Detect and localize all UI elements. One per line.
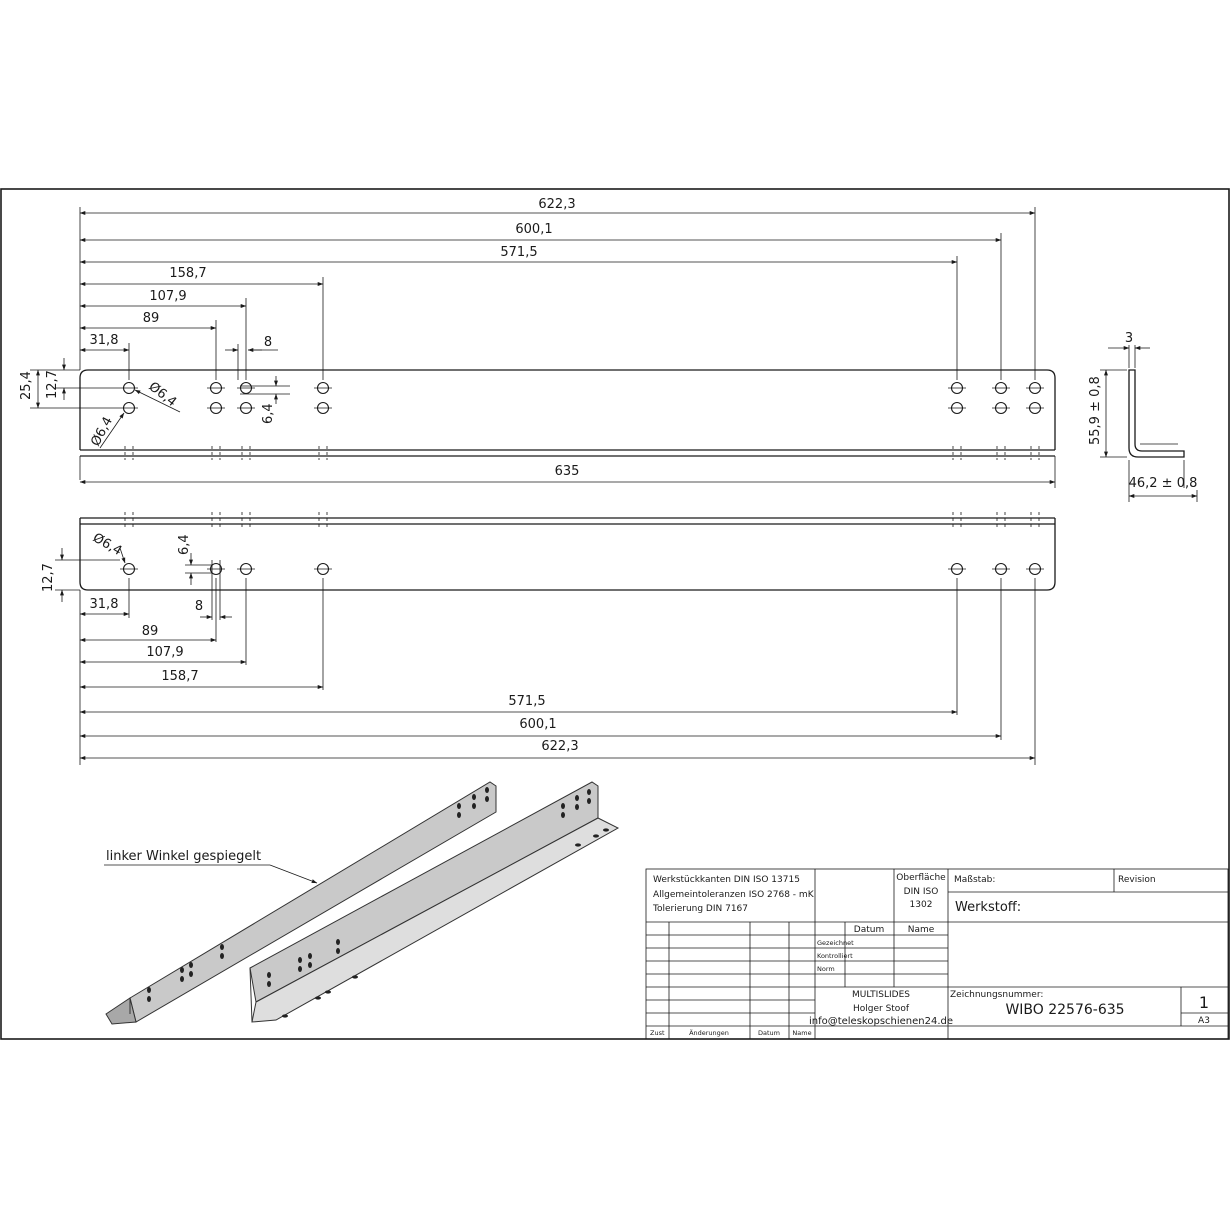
dim-571-5-top: 571,5 bbox=[500, 245, 538, 260]
dim-25-4: 25,4 bbox=[19, 371, 34, 400]
dim-diameter-a-top: Ø6,4 bbox=[145, 379, 180, 411]
surface-code: 1302 bbox=[909, 900, 933, 910]
dim-diameter-bottom: Ø6,4 bbox=[90, 530, 125, 559]
isometric-view bbox=[104, 782, 618, 1024]
drawing-no: WIBO 22576-635 bbox=[1005, 1002, 1125, 1018]
drawing-frame bbox=[1, 189, 1229, 1039]
dim-89-top: 89 bbox=[142, 311, 160, 326]
dim-600-1-bottom: 600,1 bbox=[519, 717, 557, 732]
dim-107-9-bottom: 107,9 bbox=[146, 645, 184, 660]
iso-note: linker Winkel gespiegelt bbox=[106, 849, 262, 864]
dim-622-3-top: 622,3 bbox=[538, 197, 576, 212]
dim-158-7-top: 158,7 bbox=[169, 266, 207, 281]
dim-12-7-top: 12,7 bbox=[45, 370, 60, 399]
dim-31-8-top: 31,8 bbox=[89, 333, 119, 348]
bottom-holes bbox=[124, 564, 1041, 575]
dim-height-55-9: 55,9 ± 0,8 bbox=[1088, 376, 1103, 445]
row-checked: Kontrolliert bbox=[817, 952, 853, 960]
dim-622-3-bottom: 622,3 bbox=[541, 739, 579, 754]
dim-635: 635 bbox=[554, 464, 580, 479]
col-datum: Datum bbox=[853, 925, 885, 935]
note-edges: Werkstückkanten DIN ISO 13715 bbox=[653, 875, 800, 885]
sheet-format: A3 bbox=[1198, 1016, 1210, 1026]
dim-107-9-top: 107,9 bbox=[149, 289, 187, 304]
dim-6-4-pitch-top: 6,4 bbox=[261, 403, 276, 424]
footer-name: Name bbox=[792, 1029, 812, 1037]
person-name: Holger Stoof bbox=[852, 1004, 910, 1014]
sheet-no: 1 bbox=[1198, 993, 1210, 1012]
top-extension-lines bbox=[80, 207, 1055, 488]
scale-label: Maßstab: bbox=[954, 875, 996, 885]
surface-value: DIN ISO bbox=[903, 887, 939, 897]
footer-date: Datum bbox=[758, 1029, 780, 1037]
row-norm: Norm bbox=[817, 965, 835, 973]
note-tolerances: Allgemeintoleranzen ISO 2768 - mK bbox=[653, 890, 814, 900]
top-plate-outline bbox=[80, 370, 1055, 450]
dim-8-top: 8 bbox=[263, 335, 273, 350]
right-bracket-vertical bbox=[250, 782, 598, 1002]
drawing-no-label: Zeichnungsnummer: bbox=[950, 990, 1044, 1000]
dim-6-4-pitch-bottom: 6,4 bbox=[177, 534, 192, 555]
profile-view bbox=[1088, 331, 1197, 502]
row-drawn: Gezeichnet bbox=[817, 939, 854, 947]
dim-12-7-bottom: 12,7 bbox=[41, 563, 56, 592]
dim-diameter-b-top: Ø6,4 bbox=[88, 414, 117, 449]
bottom-plate-outline bbox=[80, 518, 1055, 590]
revision-label: Revision bbox=[1118, 875, 1156, 885]
dim-89-bottom: 89 bbox=[141, 624, 159, 639]
company-name: MULTISLIDES bbox=[852, 990, 910, 1000]
dim-width-46-2: 46,2 ± 0,8 bbox=[1128, 476, 1198, 491]
top-view bbox=[19, 197, 1055, 488]
footer-changes: Änderungen bbox=[689, 1029, 729, 1037]
footer-zust: Zust bbox=[650, 1029, 665, 1037]
bottom-view bbox=[41, 446, 1055, 765]
surface-label: Oberfläche bbox=[896, 873, 946, 883]
dim-600-1-top: 600,1 bbox=[515, 222, 553, 237]
dim-8-bottom: 8 bbox=[194, 599, 204, 614]
dim-thickness-3: 3 bbox=[1124, 331, 1134, 346]
note-tolerancing: Tolerierung DIN 7167 bbox=[653, 904, 749, 914]
dim-571-5-bottom: 571,5 bbox=[508, 694, 546, 709]
dim-158-7-bottom: 158,7 bbox=[161, 669, 199, 684]
material-label: Werkstoff: bbox=[955, 900, 1022, 915]
email: info@teleskopschienen24.de bbox=[808, 1016, 954, 1027]
col-name: Name bbox=[907, 925, 935, 935]
title-block bbox=[646, 869, 1228, 1039]
top-dimension-lines bbox=[30, 213, 1055, 482]
dim-31-8-bottom: 31,8 bbox=[89, 597, 119, 612]
